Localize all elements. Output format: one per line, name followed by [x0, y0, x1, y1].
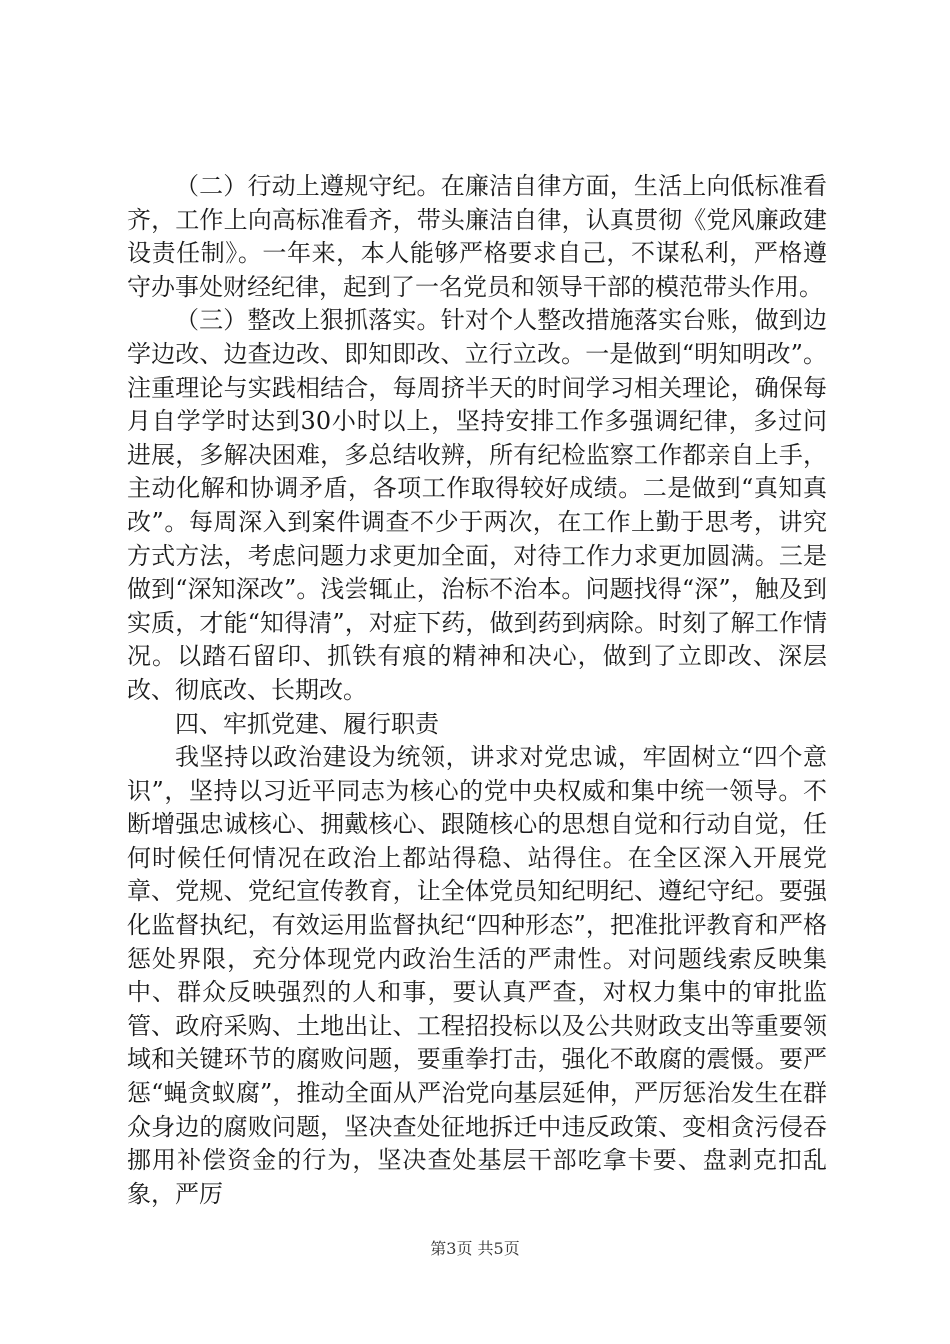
paragraph-political-building: 我坚持以政治建设为统领，讲求对党忠诚，牢固树立“四个意识”，坚持以习近平同志为核心的党中央权威和集中统一领导。不断增强忠诚核心、拥戴核心、跟随核心的思想自觉和行动自觉，任何时候任何情况在政治上都站得稳、站得住。在全区深入开展党章、党规、党纪宣传教育，让全体党员知纪明纪、遵纪守纪。要强化监督执纪，有效运用监督执纪“四种形态”，把准批评教育和严格惩处界限，充分体现党内政治生活的严肃性。对问题线索反映集中、群众反映强烈的人和事，要认真严查，对权力集中的审批监管、政府采购、土地出让、工程招投标以及公共财政支出等重要领域和关键环节的腐败问题，要重拳打击，强化不敢腐的震慑。要严惩“蝇贪蚁腐”，推动全面从严治党向基层延伸，严厉惩治发生在群众身边的腐败问题，坚决查处征地拆迁中违反政策、变相贪污侵吞挪用补偿资金的行为，坚决查处基层干部吃拿卡要、盘剥克扣乱象，严厉: [127, 743, 827, 1208]
paragraph-conduct: （二）行动上遵规守纪。在廉洁自律方面，生活上向低标准看齐，工作上向高标准看齐，带头廉洁自律，认真贯彻《党风廉政建设责任制》。一年来，本人能够严格要求自己，不谋私利，严格遵守办事处财经纪律，起到了一名党员和领导干部的模范带头作用。: [127, 172, 827, 301]
document-body: [127, 170, 827, 1211]
section-heading-party-building: 四、牢抓党建、履行职责: [175, 709, 439, 738]
page-number: 第3页 共5页: [430, 1239, 520, 1258]
paragraph-rectification: （三）整改上狠抓落实。针对个人整改措施落实台账，做到边学边改、边查边改、即知即改、立行立改。一是做到“明知明改”。注重理论与实践相结合，每周挤半天的时间学习相关理论，确保每月自学学时达到30小时以上，坚持安排工作多强调纪律，多过问进展，多解决困难，多总结收辨，所有纪检监察工作都亲自上手，主动化解和协调矛盾，各项工作取得较好成绩。二是做到“真知真改”。每周深入到案件调查不少于两次，在工作上勤于思考，讲究方式方法，考虑问题力求更加全面，对待工作力求更加圆满。三是做到“深知深改”。浅尝辄止，治标不治本。问题找得“深”，触及到实质，才能“知得清”，对症下药，做到药到病除。时刻了解工作情况。以踏石留印、抓铁有痕的精神和决心，做到了立即改、深层改、彻底改、长期改。: [127, 306, 827, 704]
